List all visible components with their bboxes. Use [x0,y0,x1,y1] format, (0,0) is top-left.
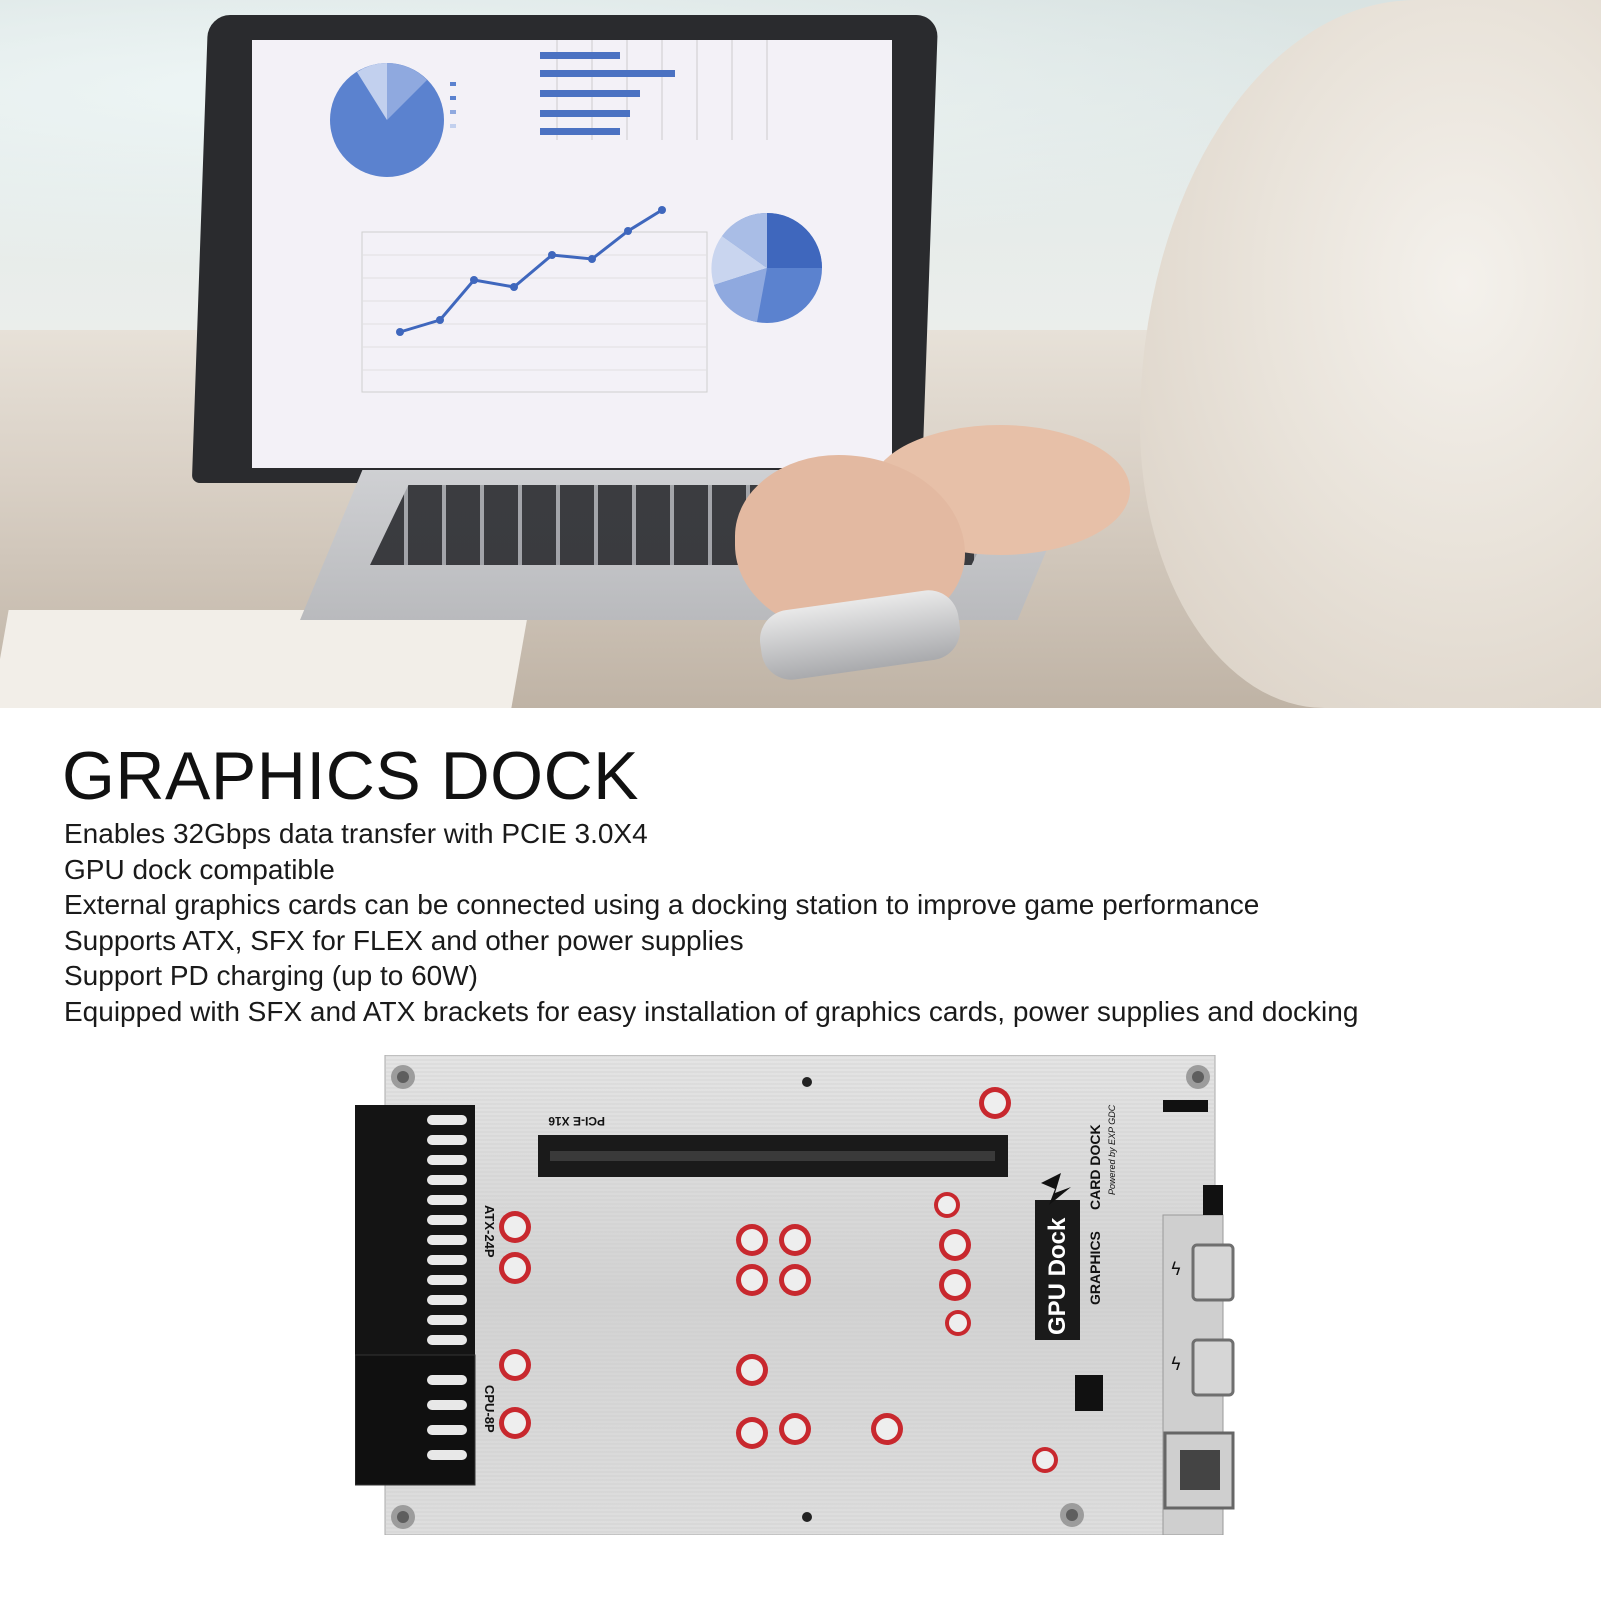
usb-a-port [1165,1433,1233,1508]
capacitor [499,1252,531,1284]
screen-pie-chart-1 [330,63,456,177]
feature-item: Supports ATX, SFX for FLEX and other power supplies [64,924,744,956]
usb-c-port [1193,1340,1233,1395]
screw-icon [1186,1065,1210,1089]
feature-item: Enables 32Gbps data transfer with PCIE 3.0X4 [64,818,648,849]
brand-sub2: CARD DOCK [1087,1124,1103,1210]
product-title: GRAPHICS DOCK [62,738,640,814]
pcie-x16-slot [538,1135,1008,1177]
screen-bar-chart [540,40,767,140]
capacitor [939,1229,971,1261]
capacitor [736,1417,768,1449]
atx-label: ATX-24P [482,1205,497,1258]
capacitor [736,1224,768,1256]
paper-sheet [0,610,529,708]
gpu-dock-board [355,1055,1255,1535]
cpu-8p-connector [355,1355,475,1485]
capacitor [939,1269,971,1301]
capacitor [1032,1447,1058,1473]
capacitor [779,1224,811,1256]
thunderbolt-icon: ϟ [1170,1259,1182,1280]
feature-item: Support PD charging (up to 60W) [64,960,478,991]
capacitor [979,1087,1011,1119]
switch [1203,1185,1223,1215]
chip [1075,1375,1103,1411]
capacitor [779,1264,811,1296]
feature-item: External graphics cards can be connected using a docking station to improve game performance [64,889,1260,920]
screw-icon [391,1065,415,1089]
capacitor [499,1407,531,1439]
feature-item: Equipped with SFX and ATX brackets for easy installation of graphics cards, power supplies and docking [64,995,1359,1027]
capacitor [736,1264,768,1296]
capacitor [945,1310,971,1336]
screw-icon [391,1505,415,1529]
screen-line-chart [362,206,707,392]
screen-pie-chart-2 [711,213,822,323]
thunderbolt-icon: ϟ [1170,1354,1182,1375]
brand-main: GPU Dock [1044,1217,1071,1335]
gpu-dock-board-photo [355,1055,1255,1535]
switch [1163,1100,1208,1112]
pcie-slot-label: PCI-E X16 [548,1114,605,1128]
capacitor [871,1413,903,1445]
screw-icon [1060,1503,1084,1527]
capacitor [499,1211,531,1243]
brand-sub1: GRAPHICS [1087,1231,1103,1305]
feature-list [64,816,1358,1029]
brand-powered: Powered by EXP GDC [1107,1104,1117,1195]
product-lifestyle-photo [0,0,1601,708]
laptop-screen-charts [252,40,892,468]
capacitor [499,1349,531,1381]
cpu-label: CPU-8P [482,1385,497,1433]
capacitor [779,1413,811,1445]
usb-c-port [1193,1245,1233,1300]
capacitor [736,1354,768,1386]
capacitor [934,1192,960,1218]
feature-item: GPU dock compatible [64,853,335,885]
